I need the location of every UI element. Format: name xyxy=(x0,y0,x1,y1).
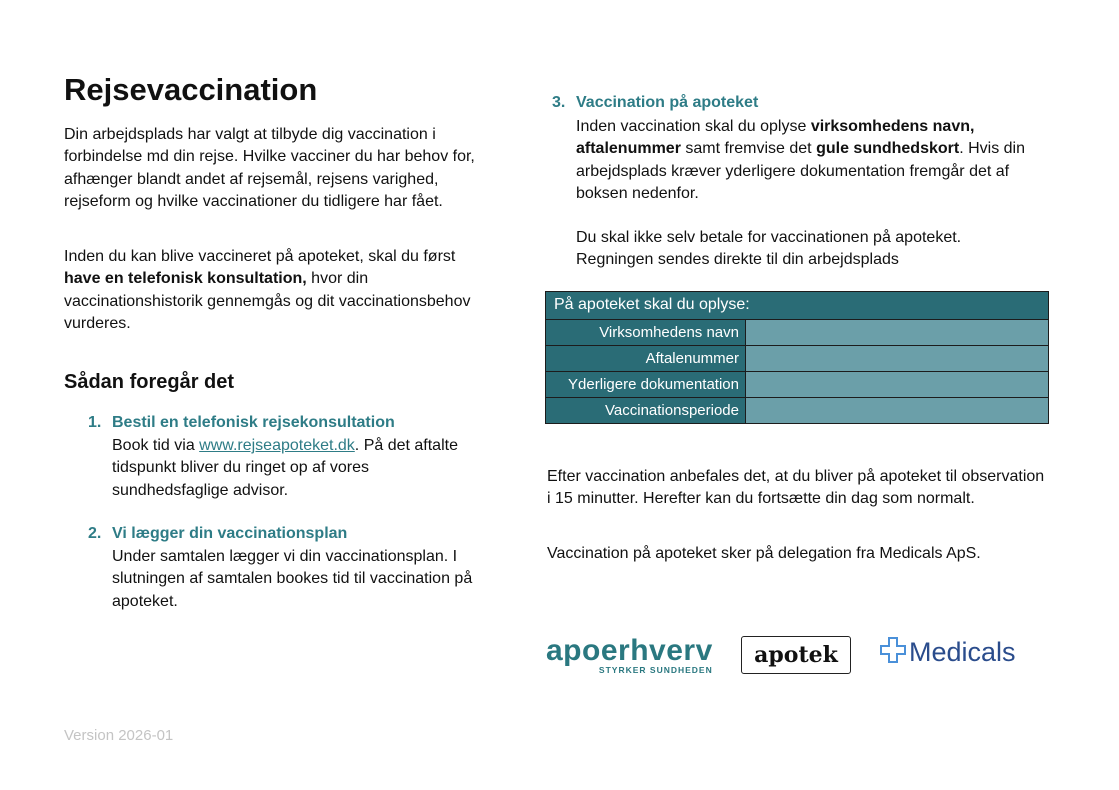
table-row xyxy=(546,372,1048,398)
step-3-text-a: Inden vaccination skal du oplyse xyxy=(576,118,811,135)
pharmacy-info-table xyxy=(545,291,1049,424)
step-1-title: Bestil en telefonisk rejsekonsultation xyxy=(112,414,395,431)
row-value-period xyxy=(746,398,1048,423)
consultation-paragraph xyxy=(64,246,489,336)
step-1-body xyxy=(112,435,487,502)
step-3-text-c: . Hvis din arbejdsplads kræver yderligere dokumentation fremgår det af boksen nedenfor. xyxy=(576,140,1025,203)
apotek-logo xyxy=(741,636,851,674)
step-3-text-b: samt fremvise det xyxy=(680,140,817,158)
apoerhverv-wordmark: apoerhverv xyxy=(546,634,713,667)
table-row xyxy=(546,320,1048,346)
apotek-wordmark: apotek xyxy=(754,642,838,668)
apoerhverv-logo xyxy=(546,636,713,675)
observation-paragraph: Efter vaccination anbefales det, at du bliver på apoteket til observation i 15 minutter. Herefter kan du fortsætte din dag som normalt. xyxy=(547,468,1045,508)
step-3-text-bold-2: gule sundhedskort xyxy=(816,140,960,158)
table-row xyxy=(546,346,1048,372)
step-3-text-bold-1: virksomhedens navn, aftalenummer xyxy=(576,118,975,158)
medical-cross-icon xyxy=(880,637,906,668)
intro-paragraph: Din arbejdsplads har valgt at tilbyde dig vaccination i forbindelse md din rejse. Hvilke vacciner du har behov for, afhænger blandt andet af rejsemål, rejsens varighed, rejseform og hvilke vaccinationer du tidligere har fået. xyxy=(64,126,475,211)
step-3-number: 3. xyxy=(552,94,566,111)
step-3-body xyxy=(576,116,1064,206)
version-footer: Version 2026-01 xyxy=(64,727,174,744)
consultation-text-a: Inden du kan blive vaccineret på apoteket, skal du først xyxy=(64,248,456,265)
row-value-agreement xyxy=(746,346,1048,371)
step-1-text-a: Book tid via xyxy=(112,437,200,454)
table-header: På apoteket skal du oplyse: xyxy=(546,292,1048,320)
row-label-company: Virksomhedens navn xyxy=(546,320,746,345)
page-title: Rejsevaccination xyxy=(64,72,318,107)
medicals-logo xyxy=(880,637,1016,668)
medicals-wordmark: Medicals xyxy=(909,637,1016,667)
consultation-text-bold: have en telefonisk konsultation, xyxy=(64,270,307,288)
row-value-documentation xyxy=(746,372,1048,397)
row-label-agreement: Aftalenummer xyxy=(546,346,746,371)
step-3-title: Vaccination på apoteket xyxy=(576,94,759,111)
consultation-text-b: hvor din vaccinationshistorik gennemgås og dit vaccinationsbehov vurderes. xyxy=(64,270,471,333)
step-2-body: Under samtalen lægger vi din vaccinationsplan. I slutningen af samtalen bookes tid til vaccination på apoteket. xyxy=(112,548,473,610)
step-1-text-b: . På det aftalte tidspunkt bliver du ringet op af vores sundhedsfaglige advisor. xyxy=(112,437,458,499)
delegation-paragraph: Vaccination på apoteket sker på delegation fra Medicals ApS. xyxy=(547,545,981,562)
step-1-number: 1. xyxy=(88,414,102,431)
apoerhverv-tagline: STYRKER SUNDHEDEN xyxy=(598,665,713,675)
row-label-documentation: Yderligere dokumentation xyxy=(546,372,746,397)
how-heading: Sådan foregår det xyxy=(64,371,235,393)
rejseapoteket-link[interactable]: www.rejseapoteket.dk xyxy=(199,437,355,454)
table-row xyxy=(546,398,1048,423)
step-2-number: 2. xyxy=(88,525,102,542)
row-value-company xyxy=(746,320,1048,345)
step-2-title: Vi lægger din vaccinationsplan xyxy=(112,525,348,542)
step-3-payment-note: Du skal ikke selv betale for vaccinationen på apoteket. Regningen sendes direkte til din arbejdsplads xyxy=(576,229,962,269)
row-label-period: Vaccinationsperiode xyxy=(546,398,746,423)
